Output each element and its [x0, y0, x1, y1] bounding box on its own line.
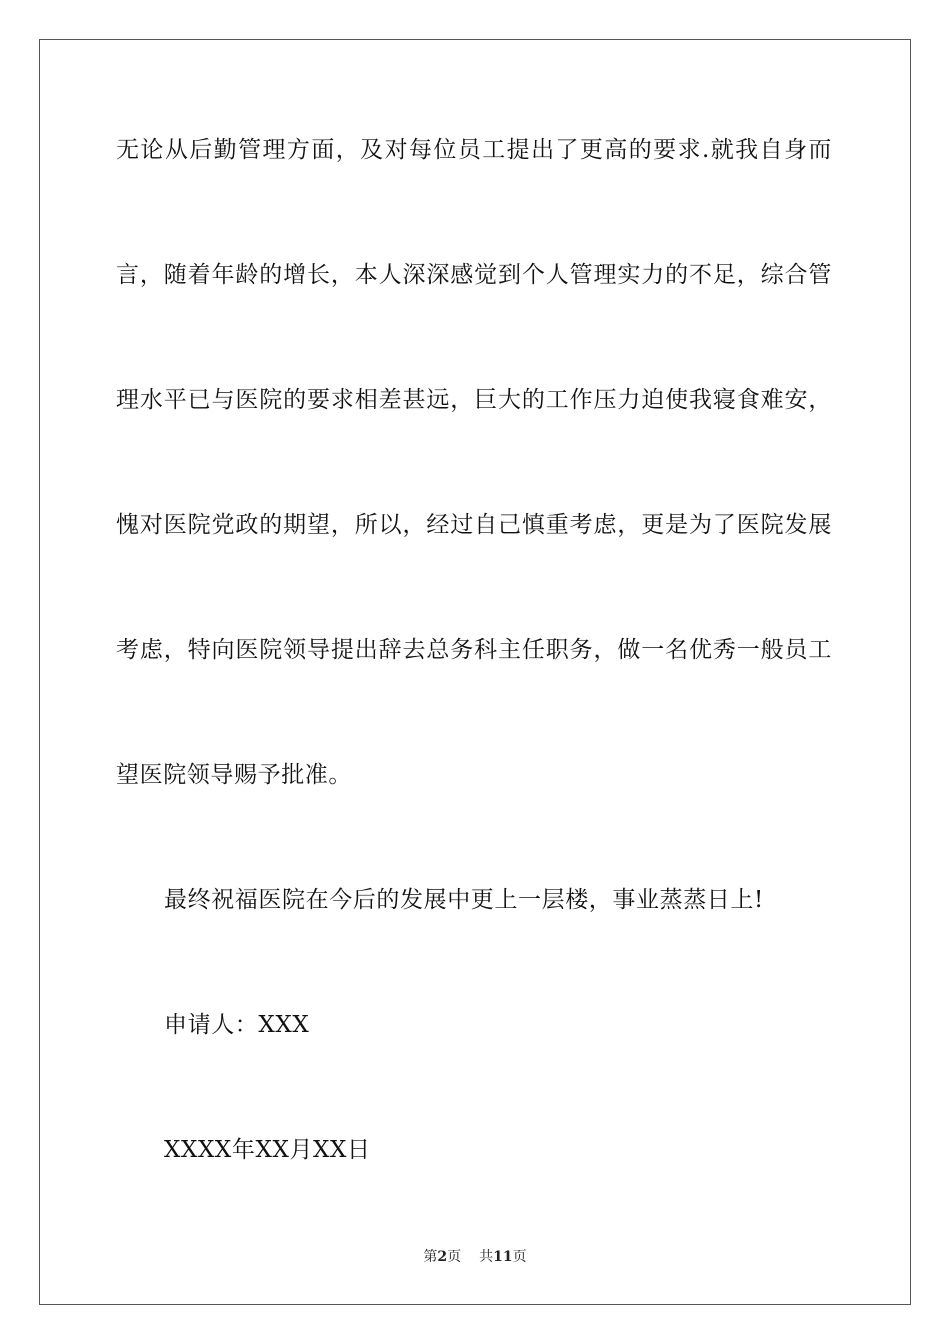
- applicant-line: 申请人：XXX: [164, 1012, 310, 1038]
- total-pages-number: 11: [493, 1249, 513, 1265]
- body-line-4: 愧对医院党政的期望，所以，经过自己慎重考虑，更是为了医院发展: [116, 512, 832, 538]
- body-line-3: 理水平已与医院的要求相差甚远，巨大的工作压力迫使我寝食难安，: [116, 387, 832, 413]
- total-prefix: 共: [479, 1249, 494, 1265]
- page-footer: [0, 1246, 950, 1266]
- body-line-6: 望医院领导赐予批准。: [116, 762, 352, 788]
- date-line: XXXX年XX月XX日: [164, 1137, 371, 1163]
- body-line-5: 考虑，特向医院领导提出辞去总务科主任职务，做一名优秀一般员工: [116, 637, 832, 663]
- page-suffix: 页: [447, 1249, 462, 1265]
- total-suffix: 页: [512, 1249, 527, 1265]
- closing-wish: 最终祝福医院在今后的发展中更上一层楼，事业蒸蒸日上!: [164, 887, 764, 913]
- body-line-2: 言，随着年龄的增长，本人深深感觉到个人管理实力的不足，综合管: [116, 262, 832, 288]
- page-border: [39, 39, 911, 1305]
- body-line-1: 无论从后勤管理方面，及对每位员工提出了更高的要求.就我自身而: [116, 137, 832, 163]
- page-prefix: 第: [423, 1249, 438, 1265]
- current-page-number: 2: [437, 1249, 448, 1265]
